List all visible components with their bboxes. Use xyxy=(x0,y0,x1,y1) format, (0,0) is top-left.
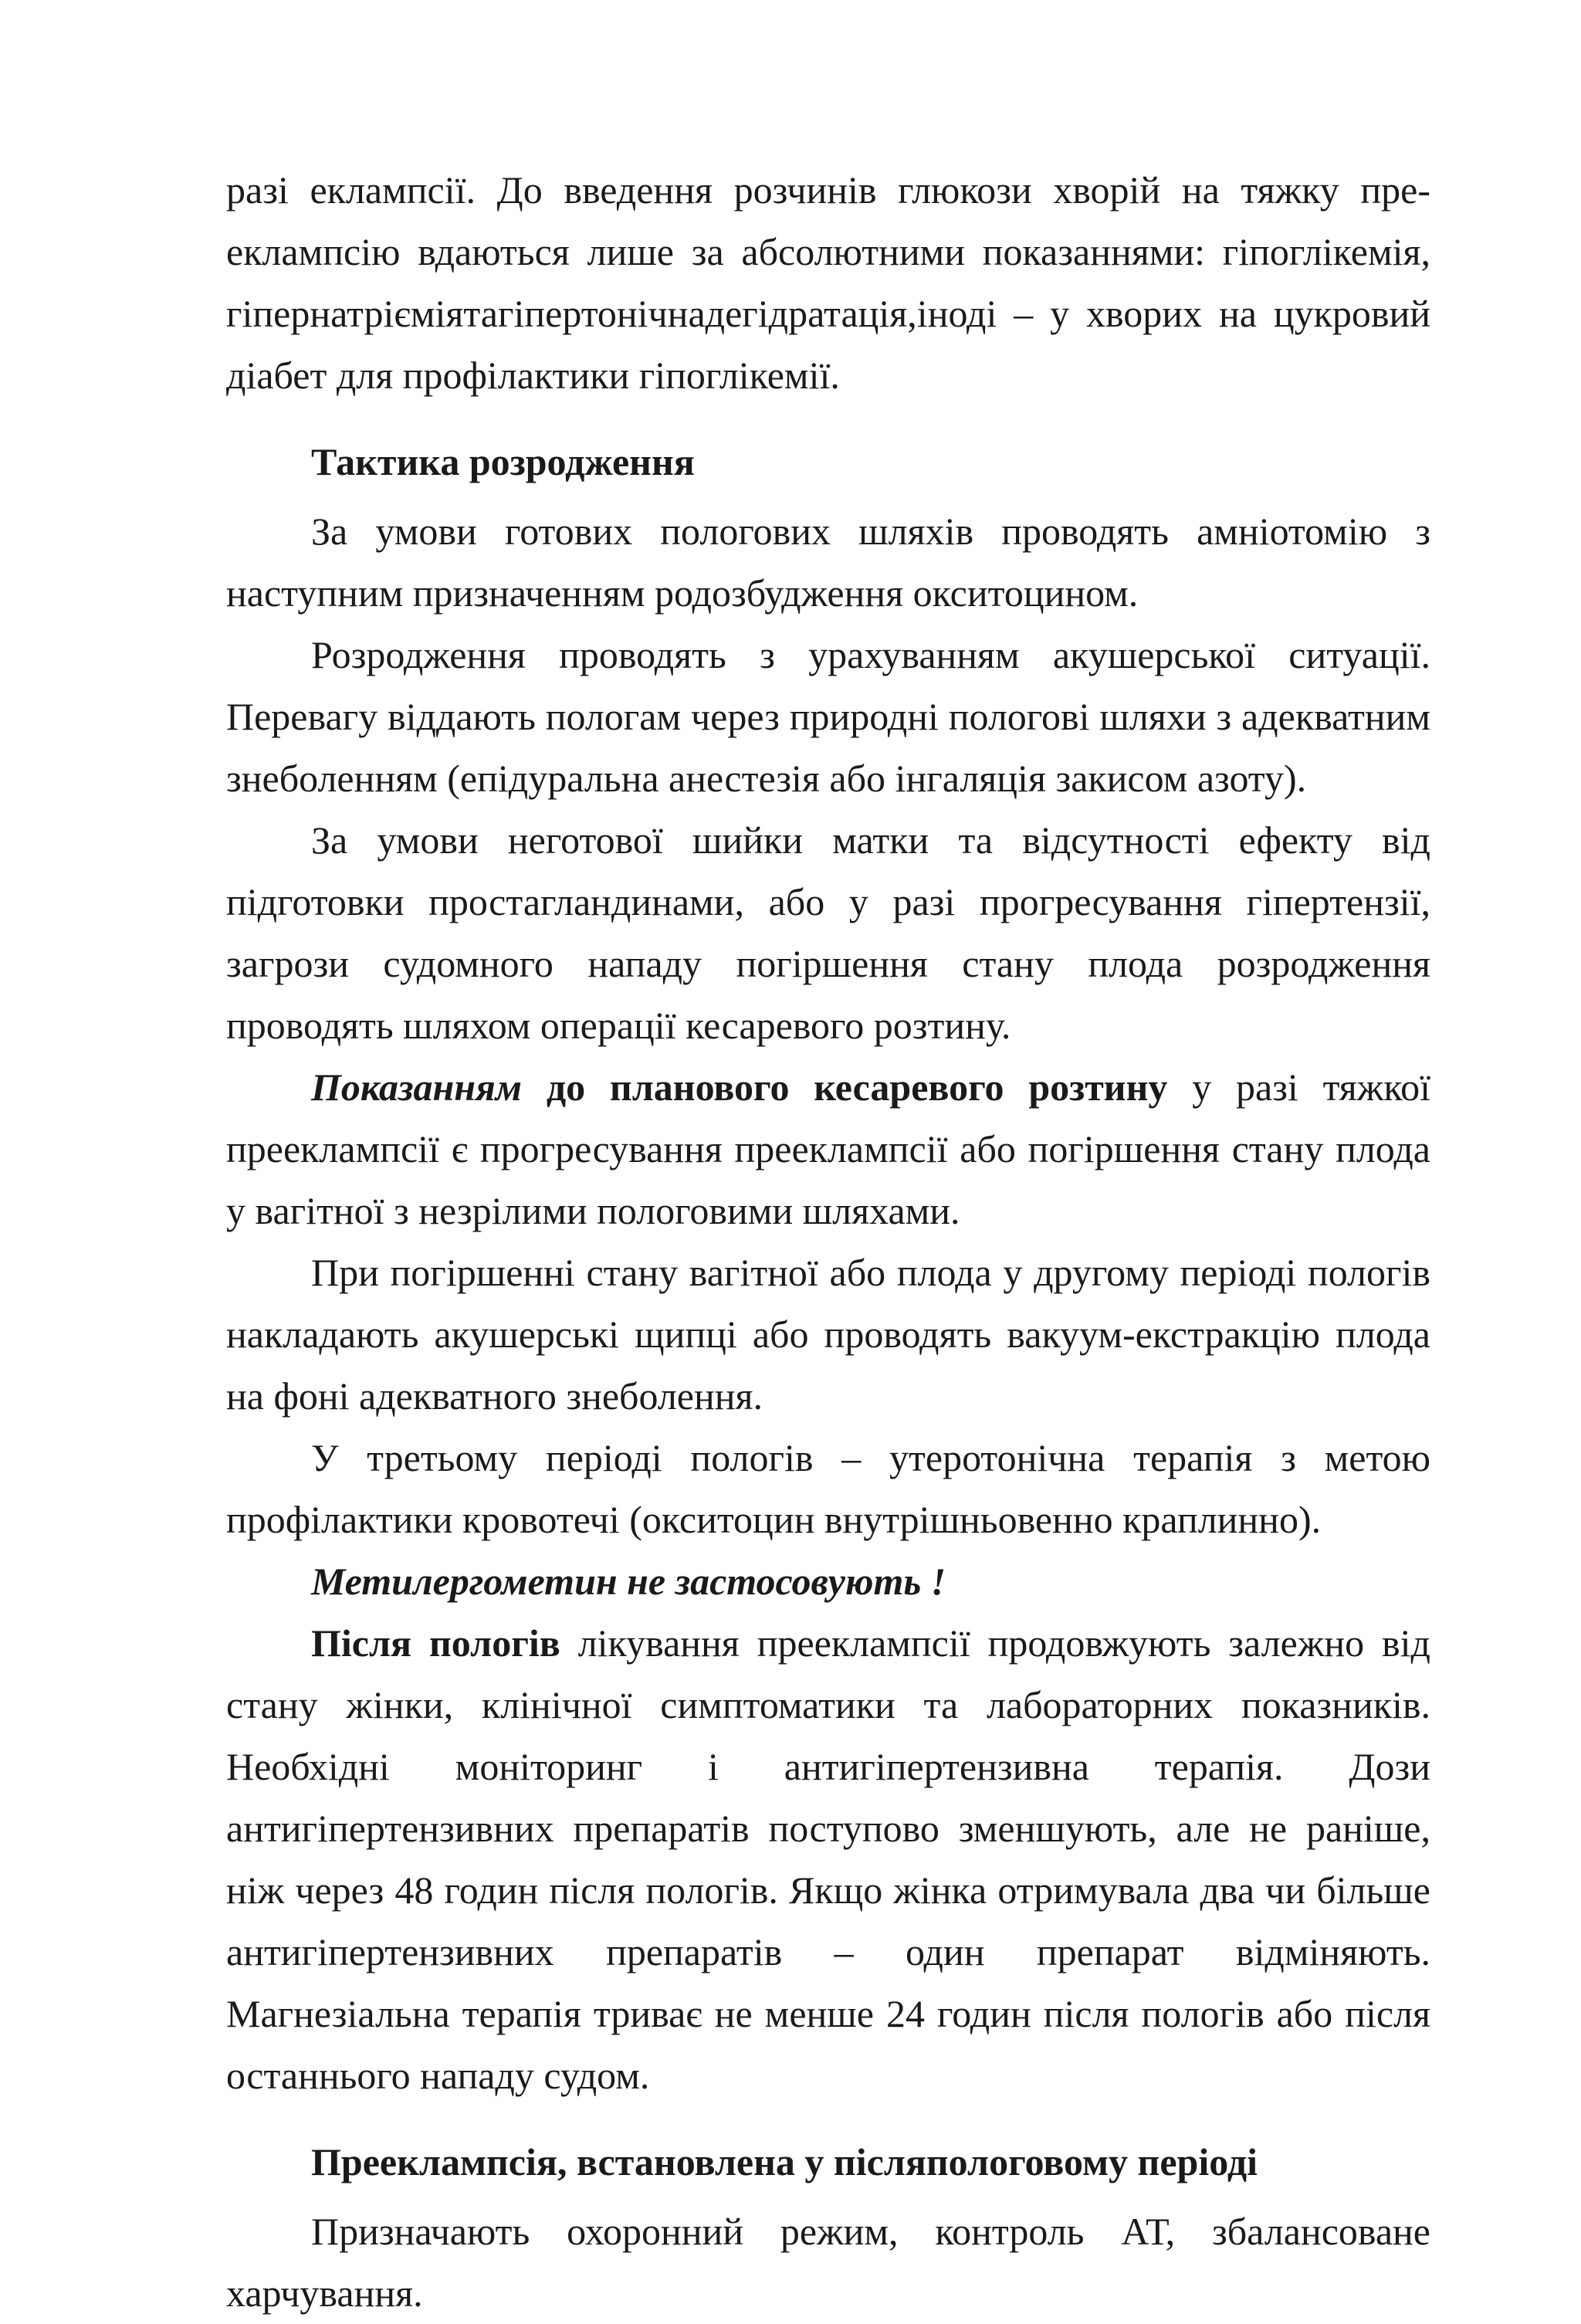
paragraph-second-stage: При погіршенні стану вагітної або плода у другому періоді пологів накладають акушерські щипці або проводять вакуум-екстракцію плода на фоні адекватного знеболення. xyxy=(226,1251,1430,1418)
paragraph-cesarean-indication xyxy=(226,1056,1430,1242)
paragraph-postpartum-treatment xyxy=(226,1612,1430,2106)
indication-bold-phrase: до планового кесаревого розтину xyxy=(522,1065,1168,1109)
document-page xyxy=(226,159,1430,2324)
paragraph-methylergometrine-warning xyxy=(226,1550,1430,1612)
postpartum-rest: лікування прееклампсії продовжують залежно від стану жінки, клінічної симптоматики та лабораторних показників. Необхідні моніторинг і антигіпертензивна терапія. Дози антигіпертензивних препаратів поступово зменшують, але не раніше, ніж через 48 годин після пологів. Якщо жінка отримувала два чи більше антигіпертензивних препаратів – один препарат відміняють. Магнезіальна терапія триває не менше 24 годин після пологів або після останнього нападу судом. xyxy=(226,1621,1430,2097)
paragraph-intro: разі еклампсії. До введення розчинів глюкози хворій на тяжку прееклампсію вдаються лише за абсолютними показаннями: гіпоглікемія, гіпернатрієміятагіпертонічнадегідратація,іноді – у хворих на цукровий діабет для профілактики гіпоглікемії. xyxy=(226,168,1430,397)
postpartum-term: Після пологів xyxy=(311,1621,560,1665)
paragraph-third-stage: У третьому періоді пологів – утеротонічна терапія з метою профілактики кровотечі (окситоцин внутрішньовенно краплинно). xyxy=(226,1436,1430,1541)
section-heading-postpartum-preeclampsia: Прееклампсія, встановлена у післяпологовому періоді xyxy=(311,2140,1258,2183)
paragraph-postpartum-regimen: Призначають охоронний режим, контроль АТ, збалансоване харчування. xyxy=(226,2210,1430,2315)
indication-rest: у разі тяжкої прееклампсії є прогресування прееклампсії або погіршення стану плода у вагітної з незрілими пологовими шляхами. xyxy=(226,1065,1430,1232)
paragraph-delivery-conduct: Розродження проводять з урахуванням акушерської ситуації. Перевагу віддають пологам через природні пологові шляхи з адекватним знеболенням (епідуральна анестезія або інгаляція закисом азоту). xyxy=(226,633,1430,800)
paragraph-amniotomy: За умови готових пологових шляхів проводять амніотомію з наступним призначенням родозбудження окситоцином. xyxy=(226,510,1430,615)
warning-text: Метилергометин не застосовують ! xyxy=(311,1560,946,1603)
section-heading-delivery-tactics: Тактика розродження xyxy=(311,440,695,483)
paragraph-cesarean-conditions: За умови неготової шийки матки та відсутності ефекту від підготовки простагландинами, або у разі прогресування гіпертензії, загрози судомного нападу погіршення стану плода розродження проводять шляхом операції кесаревого розтину. xyxy=(226,818,1430,1047)
indication-term: Показанням xyxy=(311,1065,523,1109)
